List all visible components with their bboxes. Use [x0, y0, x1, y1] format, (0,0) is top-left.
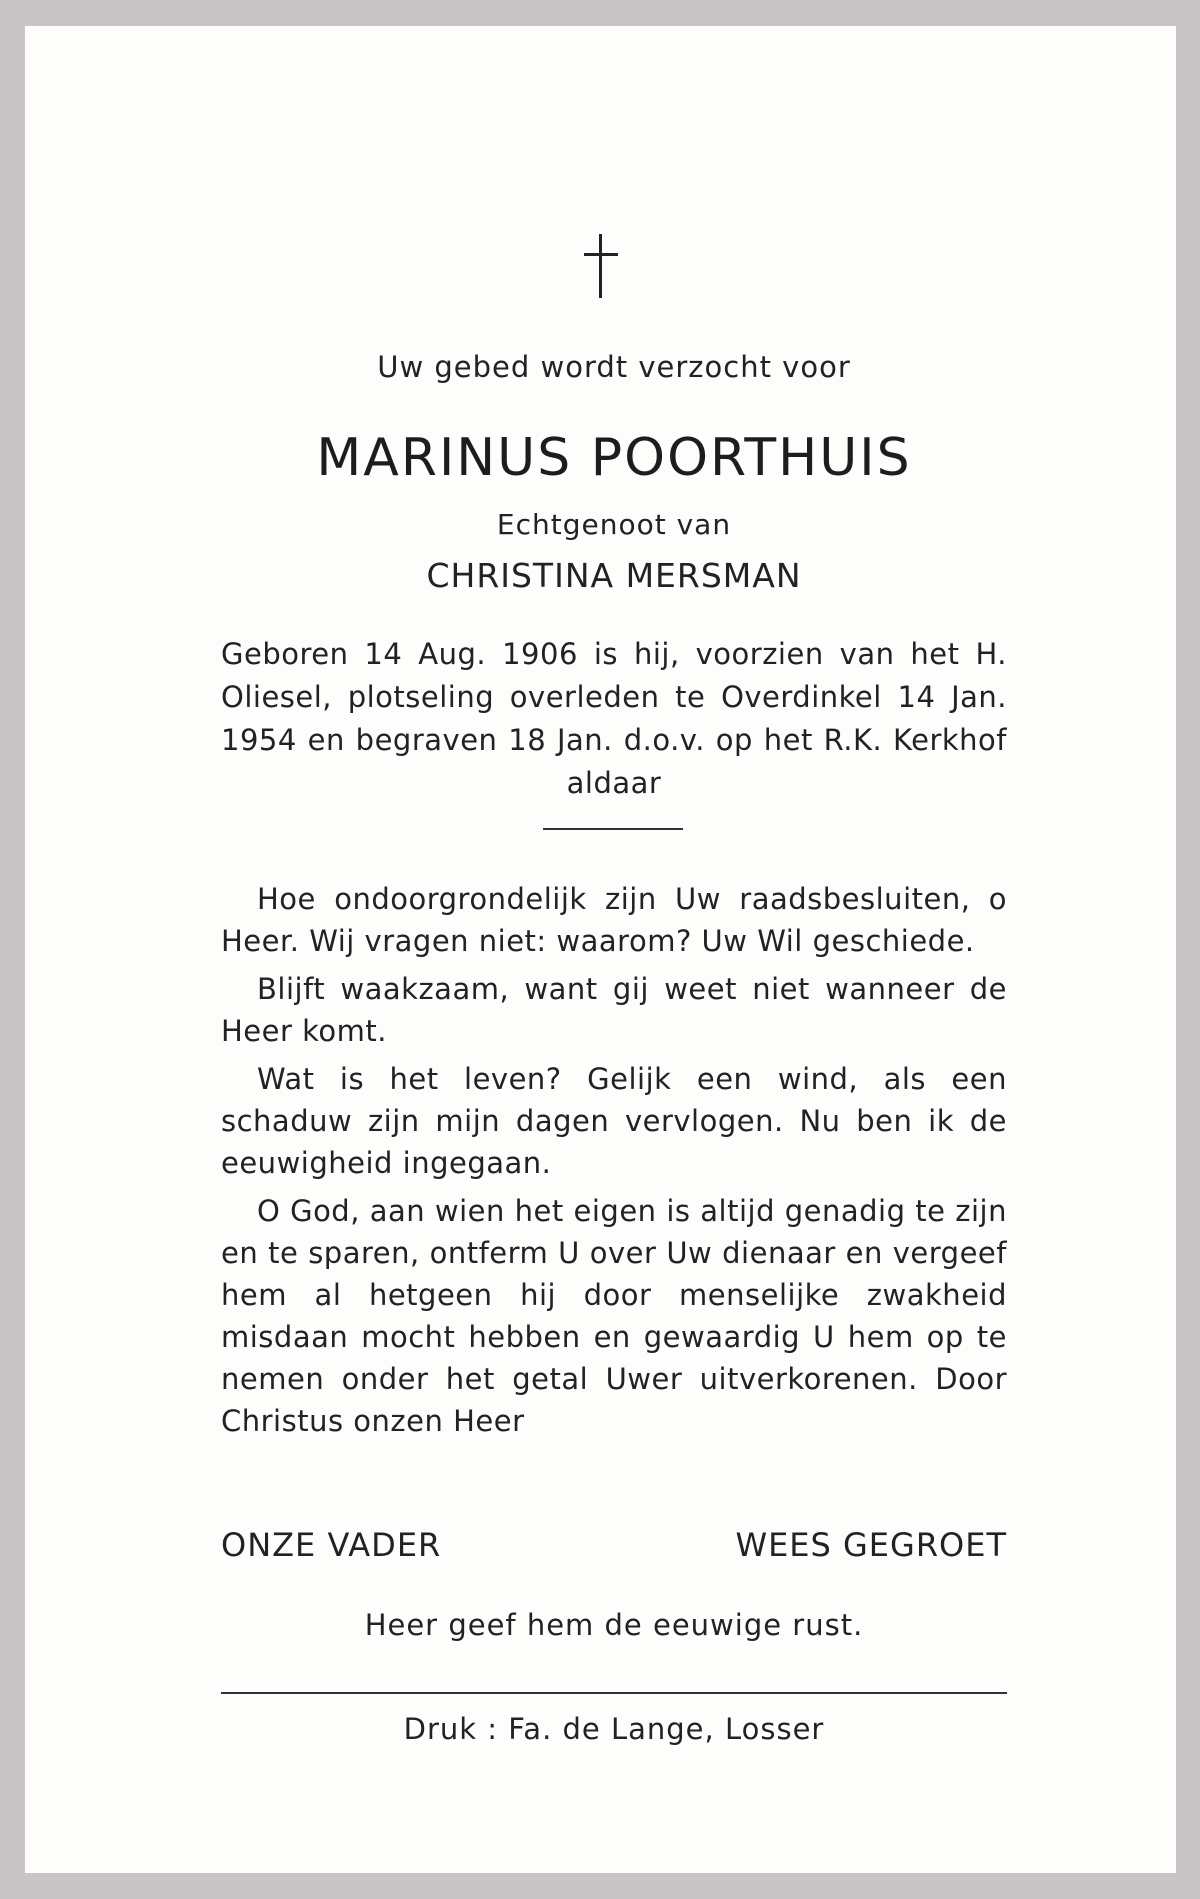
long-divider	[221, 1692, 1007, 1694]
verse-paragraph: Wat is het leven? Gelijk een wind, als een schaduw zijn mijn dagen vervlogen. Nu ben ik de eeuwigheid ingegaan.	[221, 1062, 1007, 1180]
prayer-hail-mary: WEES GEGROET	[735, 1526, 1007, 1564]
cross-horizontal-bar	[584, 253, 618, 256]
verse-paragraph: O God, aan wien het eigen is altijd genadig te zijn en te sparen, ontferm U over Uw dienaar en vergeef hem al hetgeen hij door menselijke zwakheid misdaan mocht hebben en gewaardig U hem op te nemen onder het getal Uwer uitverkorenen. Door Christus onzen Heer	[221, 1194, 1007, 1438]
cross-icon	[584, 234, 618, 298]
memorial-card	[25, 26, 1176, 1873]
deceased-name: MARINUS POORTHUIS	[316, 428, 912, 488]
prayer-request-line: Uw gebed wordt verzocht voor	[377, 350, 851, 384]
spouse-name: CHRISTINA MERSMAN	[426, 556, 802, 595]
verses-block	[221, 878, 1007, 1448]
short-divider	[543, 828, 683, 830]
spouse-label: Echtgenoot van	[496, 508, 732, 541]
cross-vertical-bar	[599, 234, 602, 298]
verse-paragraph: Hoe ondoorgrondelijk zijn Uw raadsbesluiten, o Heer. Wij vragen niet: waarom? Uw Wil geschiede.	[221, 882, 1007, 958]
verse-paragraph: Blijft waakzaam, want gij weet niet wanneer de Heer komt.	[221, 972, 1007, 1048]
closing-line: Heer geef hem de eeuwige rust.	[364, 1608, 864, 1642]
biography-paragraph: Geboren 14 Aug. 1906 is hij, voorzien van het H. Oliesel, plotseling overleden te Overdinkel 14 Jan. 1954 en begraven 18 Jan. d.o.v. op het R.K. Kerkhof aldaar	[221, 637, 1007, 800]
prayer-our-father: ONZE VADER	[221, 1526, 442, 1564]
printer-credit: Druk : Fa. de Lange, Losser	[403, 1712, 825, 1746]
